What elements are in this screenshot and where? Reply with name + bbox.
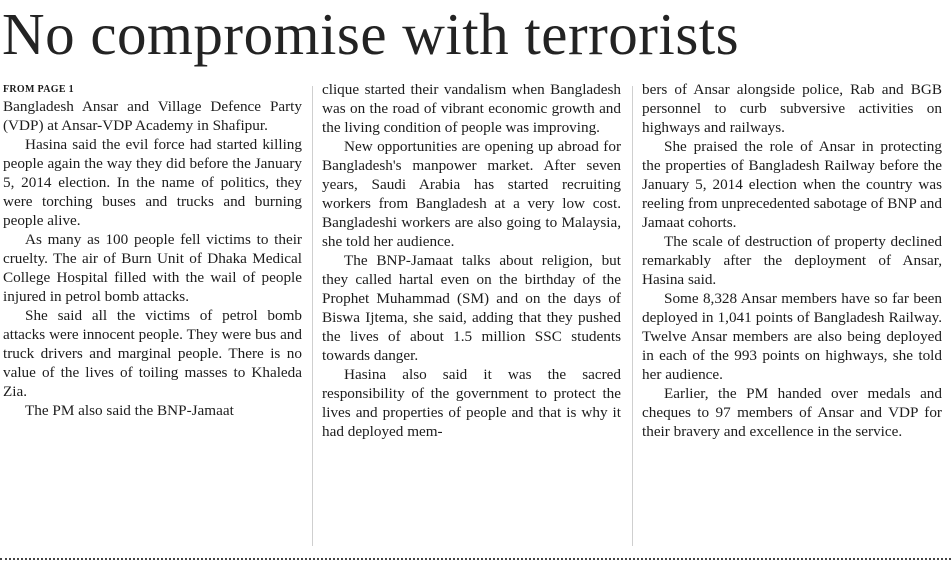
dotted-separator [0, 558, 951, 560]
jump-line: FROM PAGE 1 [3, 84, 74, 95]
paragraph: clique started their vandalism when Bangladesh was on the road of vibrant economic growth and the living condition of people was improving. [322, 81, 621, 136]
paragraph: The BNP-Jamaat talks about religion, but they called hartal even on the birthday of the Prophet Muhammad (SM) and on the days of Biswa Ijtema, she said, adding that they pushed the lives of about 1.5 million SSC students towards danger. [322, 252, 621, 364]
column-divider-2 [632, 86, 633, 546]
paragraph: Bangladesh Ansar and Village Defence Party (VDP) at Ansar-VDP Academy in Shafipur. [3, 98, 302, 134]
paragraph: Earlier, the PM handed over medals and cheques to 97 members of Ansar and VDP for their bravery and excellence in the service. [642, 385, 942, 440]
paragraph: bers of Ansar alongside police, Rab and BGB personnel to curb subversive activities on highways and railways. [642, 81, 942, 136]
paragraph: Hasina also said it was the sacred responsibility of the government to protect the lives and properties of people and that is why it had deployed mem- [322, 366, 621, 440]
article-column-2 [322, 80, 621, 441]
paragraph: She praised the role of Ansar in protecting the properties of Bangladesh Railway before the January 5, 2014 election when the country was reeling from unprecedented sabotage of BNP and Jamaat cohorts. [642, 138, 942, 231]
paragraph: She said all the victims of petrol bomb attacks were innocent people. They were bus and truck drivers and marginal people. There is no value of the lives of toiling masses to Khaleda Zia. [3, 307, 302, 400]
paragraph: The scale of destruction of property declined remarkably after the deployment of Ansar, Hasina said. [642, 233, 942, 288]
headline: No compromise with terrorists [2, 1, 740, 67]
article-column-1 [3, 80, 302, 420]
paragraph: Hasina said the evil force had started killing people again the way they did before the January 5, 2014 election. In the name of politics, they were torching buses and trucks and burning people alive. [3, 136, 302, 229]
paragraph: Some 8,328 Ansar members have so far been deployed in 1,041 points of Bangladesh Railway. Twelve Ansar members are also being deployed in each of the 993 points on highways, she told her audience. [642, 290, 942, 383]
paragraph: As many as 100 people fell victims to their cruelty. The air of Burn Unit of Dhaka Medical College Hospital filled with the wail of people injured in petrol bomb attacks. [3, 231, 302, 305]
column-divider-1 [312, 86, 313, 546]
article-column-3 [642, 80, 942, 441]
paragraph: The PM also said the BNP-Jamaat [25, 402, 234, 419]
paragraph: New opportunities are opening up abroad for Bangladesh's manpower market. After seven years, Saudi Arabia has started recruiting workers from Bangladesh at a very low cost. Bangladeshi workers are also going to Malaysia, she told her audience. [322, 138, 621, 250]
